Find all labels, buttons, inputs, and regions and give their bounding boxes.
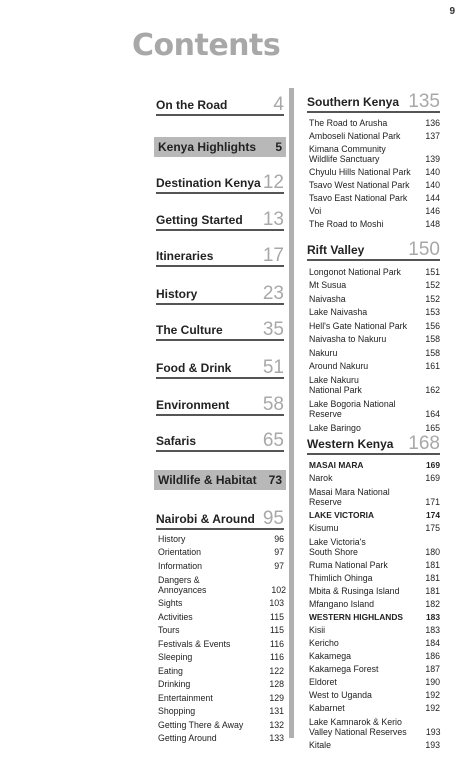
entry-title: Drinking bbox=[158, 679, 191, 689]
chapter-page: 35 bbox=[262, 319, 284, 340]
entry-page: 144 bbox=[425, 193, 440, 203]
entry-title: Kabarnet bbox=[309, 703, 345, 713]
chapter-page: 58 bbox=[262, 394, 284, 415]
chapter-page: 73 bbox=[268, 472, 282, 487]
chapter-safaris[interactable] bbox=[156, 430, 284, 452]
list-item[interactable] bbox=[309, 713, 440, 737]
entry-title: Lake Kamnarok & Kerio Valley National Reserves bbox=[309, 717, 407, 737]
list-item[interactable] bbox=[309, 583, 440, 596]
entry-title: Lake Baringo bbox=[309, 422, 361, 433]
list-item[interactable] bbox=[158, 649, 284, 663]
list-item[interactable] bbox=[309, 570, 440, 583]
entry-page: 96 bbox=[274, 533, 284, 544]
chapter-title: Food & Drink bbox=[156, 361, 232, 375]
entry-title: Longonot National Park bbox=[309, 266, 401, 277]
list-item[interactable] bbox=[309, 648, 440, 661]
entry-page: 122 bbox=[269, 665, 284, 676]
list-item[interactable] bbox=[309, 128, 440, 141]
entry-title: Getting There & Away bbox=[158, 719, 244, 730]
entry-page: 161 bbox=[425, 361, 440, 371]
entry-page: 193 bbox=[425, 740, 440, 750]
chapter-nairobi-around[interactable] bbox=[156, 508, 284, 530]
page-title: Contents bbox=[132, 28, 281, 63]
entry-title: Kakamega Forest bbox=[309, 664, 379, 674]
chapter-title: Western Kenya bbox=[307, 437, 394, 451]
list-item[interactable] bbox=[309, 277, 440, 291]
entry-title: Dangers & Annoyances bbox=[158, 574, 207, 595]
entry-page: 192 bbox=[425, 703, 440, 713]
entry-title: Nakuru bbox=[309, 347, 338, 358]
entry-page: 192 bbox=[425, 690, 440, 700]
entry-page: 152 bbox=[425, 280, 440, 290]
list-item[interactable] bbox=[309, 700, 440, 713]
entry-title: Lake Nakuru National Park bbox=[309, 375, 362, 395]
entry-title: Chyulu Hills National Park bbox=[309, 167, 411, 177]
chapter-page: 4 bbox=[273, 94, 284, 115]
entry-page: 169 bbox=[426, 460, 440, 470]
entry-title: WESTERN HIGHLANDS bbox=[309, 612, 403, 622]
entry-title: MASAI MARA bbox=[309, 460, 364, 470]
chapter-title: Nairobi & Around bbox=[156, 512, 255, 526]
chapter-title: Wildlife & Habitat bbox=[158, 472, 257, 487]
entry-page: 115 bbox=[269, 625, 284, 635]
list-item[interactable] bbox=[309, 371, 440, 395]
entry-page: 152 bbox=[425, 293, 440, 304]
chapter-destination-kenya[interactable] bbox=[156, 172, 284, 194]
list-item[interactable] bbox=[309, 358, 440, 372]
entry-page: 153 bbox=[425, 307, 440, 317]
entry-title: Tsavo West National Park bbox=[309, 180, 410, 190]
entry-page: 190 bbox=[425, 677, 440, 687]
entry-title: Thimlich Ohinga bbox=[309, 573, 373, 583]
list-item[interactable] bbox=[309, 115, 440, 128]
entry-title: Narok bbox=[309, 473, 333, 483]
entry-page: 156 bbox=[425, 320, 440, 331]
chapter-page: 150 bbox=[408, 239, 440, 260]
list-item[interactable] bbox=[158, 676, 284, 690]
list-item[interactable] bbox=[158, 703, 284, 717]
list-item[interactable] bbox=[158, 635, 284, 649]
list-item[interactable] bbox=[309, 304, 440, 318]
entry-page: 128 bbox=[269, 679, 284, 689]
chapter-title: Itineraries bbox=[156, 249, 214, 263]
list-item[interactable] bbox=[158, 730, 284, 744]
entry-page: 174 bbox=[426, 510, 440, 520]
entry-title: Information bbox=[158, 560, 203, 571]
entry-title: Voi bbox=[309, 206, 322, 216]
chapter-title: Getting Started bbox=[156, 213, 243, 227]
entry-title: Naivasha bbox=[309, 293, 346, 304]
entry-title: Tsavo East National Park bbox=[309, 193, 408, 203]
entry-title: Shopping bbox=[158, 706, 196, 716]
entry-title: Entertainment bbox=[158, 692, 213, 703]
list-item[interactable] bbox=[309, 520, 440, 533]
chapter-title: Destination Kenya bbox=[156, 176, 261, 190]
list-item[interactable] bbox=[158, 557, 284, 571]
chapter-kenya-highlights[interactable] bbox=[154, 137, 286, 157]
list-item[interactable] bbox=[309, 483, 440, 507]
entry-page: 169 bbox=[425, 473, 440, 483]
entry-title: LAKE VICTORIA bbox=[309, 510, 374, 520]
entry-title: Lake Bogoria National Reserve bbox=[309, 399, 396, 419]
list-item[interactable] bbox=[158, 622, 284, 636]
entry-page: 164 bbox=[425, 409, 440, 419]
chapter-the-culture[interactable] bbox=[156, 319, 284, 341]
list-item[interactable] bbox=[309, 331, 440, 345]
chapter-southern-kenya[interactable] bbox=[307, 91, 440, 113]
entry-page: 182 bbox=[425, 599, 440, 609]
list-item[interactable] bbox=[309, 609, 440, 622]
entry-title: Mt Susua bbox=[309, 280, 347, 290]
entry-page: 139 bbox=[425, 154, 440, 164]
entry-page: 186 bbox=[425, 651, 440, 661]
entry-page: 181 bbox=[425, 573, 440, 583]
chapter-rift-valley[interactable] bbox=[307, 239, 440, 261]
rift-valley-list bbox=[309, 263, 440, 433]
list-item[interactable] bbox=[158, 571, 286, 595]
entry-title: Lake Naivasha bbox=[309, 307, 368, 317]
entry-title: Mfangano Island bbox=[309, 599, 375, 609]
chapter-getting-started[interactable] bbox=[156, 209, 284, 231]
entry-title: Orientation bbox=[158, 547, 202, 557]
list-item[interactable] bbox=[158, 544, 284, 558]
chapter-page: 95 bbox=[262, 508, 284, 529]
entry-title: Around Nakuru bbox=[309, 361, 369, 371]
entry-title: Kitale bbox=[309, 740, 332, 750]
list-item[interactable] bbox=[309, 317, 440, 331]
list-item[interactable] bbox=[309, 661, 440, 674]
chapter-title: Rift Valley bbox=[307, 243, 365, 257]
list-item[interactable] bbox=[309, 263, 440, 277]
entry-page: 116 bbox=[269, 652, 284, 662]
entry-page: 183 bbox=[426, 612, 440, 622]
chapter-western-kenya[interactable] bbox=[307, 433, 440, 455]
entry-page: 97 bbox=[274, 560, 284, 571]
list-item[interactable] bbox=[309, 395, 440, 419]
entry-page: 183 bbox=[425, 625, 440, 635]
entry-title: Tours bbox=[158, 625, 180, 635]
list-item[interactable] bbox=[309, 737, 440, 750]
entry-page: 171 bbox=[425, 497, 440, 507]
entry-page: 165 bbox=[425, 422, 440, 433]
list-item[interactable] bbox=[309, 470, 440, 483]
list-item[interactable] bbox=[309, 203, 440, 216]
entry-title: Kakamega bbox=[309, 651, 352, 661]
nairobi-section-list bbox=[158, 530, 284, 743]
list-item[interactable] bbox=[309, 190, 440, 203]
entry-title: Festivals & Events bbox=[158, 638, 231, 649]
entry-page: 140 bbox=[425, 167, 440, 177]
entry-page: 180 bbox=[425, 547, 440, 557]
list-item[interactable] bbox=[309, 533, 440, 557]
entry-page: 129 bbox=[269, 692, 284, 703]
entry-page: 146 bbox=[425, 206, 440, 216]
entry-page: 131 bbox=[269, 706, 284, 716]
entry-title: Sleeping bbox=[158, 652, 193, 662]
list-item[interactable] bbox=[309, 596, 440, 609]
entry-page: 103 bbox=[269, 598, 284, 608]
entry-title: Naivasha to Nakuru bbox=[309, 334, 387, 344]
entry-title: Eldoret bbox=[309, 677, 337, 687]
list-item[interactable] bbox=[309, 419, 440, 433]
chapter-title: The Culture bbox=[156, 323, 223, 337]
entry-page: 132 bbox=[269, 719, 284, 730]
list-item[interactable] bbox=[309, 457, 440, 470]
entry-title: History bbox=[158, 533, 186, 544]
list-item[interactable] bbox=[309, 507, 440, 520]
list-item[interactable] bbox=[309, 674, 440, 687]
entry-title: Activities bbox=[158, 611, 193, 622]
entry-title: Hell's Gate National Park bbox=[309, 320, 407, 331]
entry-title: Kisumu bbox=[309, 523, 339, 533]
chapter-title: Southern Kenya bbox=[307, 95, 400, 109]
list-item[interactable] bbox=[309, 164, 440, 177]
chapter-page: 5 bbox=[275, 139, 282, 154]
chapter-wildlife-habitat[interactable] bbox=[154, 470, 286, 490]
chapter-on-the-road[interactable] bbox=[156, 94, 284, 116]
chapter-history[interactable] bbox=[156, 283, 284, 305]
column-divider bbox=[289, 88, 294, 738]
chapter-title: Kenya Highlights bbox=[158, 139, 257, 154]
chapter-page: 135 bbox=[408, 91, 440, 112]
entry-title: Eating bbox=[158, 665, 183, 676]
entry-title: Getting Around bbox=[158, 733, 217, 743]
entry-page: 148 bbox=[425, 219, 440, 229]
list-item[interactable] bbox=[158, 530, 284, 544]
entry-page: 140 bbox=[425, 180, 440, 190]
list-item[interactable] bbox=[309, 635, 440, 648]
chapter-environment[interactable] bbox=[156, 394, 284, 416]
entry-title: Amboseli National Park bbox=[309, 131, 401, 141]
entry-page: 158 bbox=[425, 347, 440, 358]
entry-page: 151 bbox=[425, 266, 440, 277]
list-item[interactable] bbox=[158, 689, 284, 703]
chapter-title: History bbox=[156, 287, 198, 301]
entry-page: 184 bbox=[425, 638, 440, 648]
entry-page: 158 bbox=[425, 334, 440, 344]
chapter-itineraries[interactable] bbox=[156, 245, 284, 267]
entry-page: 115 bbox=[269, 611, 284, 622]
chapter-title: Safaris bbox=[156, 434, 197, 448]
list-item[interactable] bbox=[309, 141, 440, 164]
entry-page: 97 bbox=[274, 547, 284, 557]
entry-title: Masai Mara National Reserve bbox=[309, 487, 390, 507]
list-item[interactable] bbox=[309, 344, 440, 358]
chapter-page: 65 bbox=[262, 430, 284, 451]
entry-title: Kericho bbox=[309, 638, 339, 648]
chapter-page: 17 bbox=[262, 245, 284, 266]
entry-page: 133 bbox=[269, 733, 284, 743]
entry-page: 181 bbox=[425, 586, 440, 596]
entry-title: West to Uganda bbox=[309, 690, 372, 700]
entry-title: Lake Victoria's South Shore bbox=[309, 537, 366, 557]
list-item[interactable] bbox=[158, 595, 284, 609]
entry-page: 187 bbox=[425, 664, 440, 674]
entry-title: Kimana Community Wildlife Sanctuary bbox=[309, 144, 386, 164]
list-item[interactable] bbox=[158, 716, 284, 730]
entry-page: 136 bbox=[425, 118, 440, 128]
chapter-food-drink[interactable] bbox=[156, 357, 284, 379]
western-kenya-list bbox=[309, 457, 440, 750]
chapter-title: On the Road bbox=[156, 98, 228, 112]
entry-title: Kisii bbox=[309, 625, 326, 635]
list-item[interactable] bbox=[158, 662, 284, 676]
entry-page: 102 bbox=[271, 584, 286, 595]
list-item[interactable] bbox=[309, 687, 440, 700]
chapter-page: 13 bbox=[262, 209, 284, 230]
entry-page: 181 bbox=[425, 560, 440, 570]
chapter-page: 23 bbox=[262, 283, 284, 304]
list-item[interactable] bbox=[158, 608, 284, 622]
list-item[interactable] bbox=[309, 177, 440, 190]
chapter-page: 51 bbox=[262, 357, 284, 378]
chapter-title: Environment bbox=[156, 398, 230, 412]
entry-title: The Road to Arusha bbox=[309, 118, 388, 128]
entry-page: 162 bbox=[425, 385, 440, 395]
entry-title: Mbita & Rusinga Island bbox=[309, 586, 400, 596]
entry-page: 193 bbox=[425, 727, 441, 737]
entry-page: 175 bbox=[425, 523, 440, 533]
list-item[interactable] bbox=[309, 622, 440, 635]
page-number: 9 bbox=[449, 6, 455, 17]
chapter-page: 168 bbox=[408, 433, 440, 454]
list-item[interactable] bbox=[309, 216, 440, 229]
list-item[interactable] bbox=[309, 557, 440, 570]
southern-kenya-list bbox=[309, 115, 440, 229]
entry-title: Ruma National Park bbox=[309, 560, 388, 570]
entry-page: 137 bbox=[425, 131, 440, 141]
list-item[interactable] bbox=[309, 290, 440, 304]
chapter-page: 12 bbox=[262, 172, 284, 193]
entry-title: Sights bbox=[158, 598, 183, 608]
entry-page: 116 bbox=[269, 638, 284, 649]
entry-title: The Road to Moshi bbox=[309, 219, 384, 229]
